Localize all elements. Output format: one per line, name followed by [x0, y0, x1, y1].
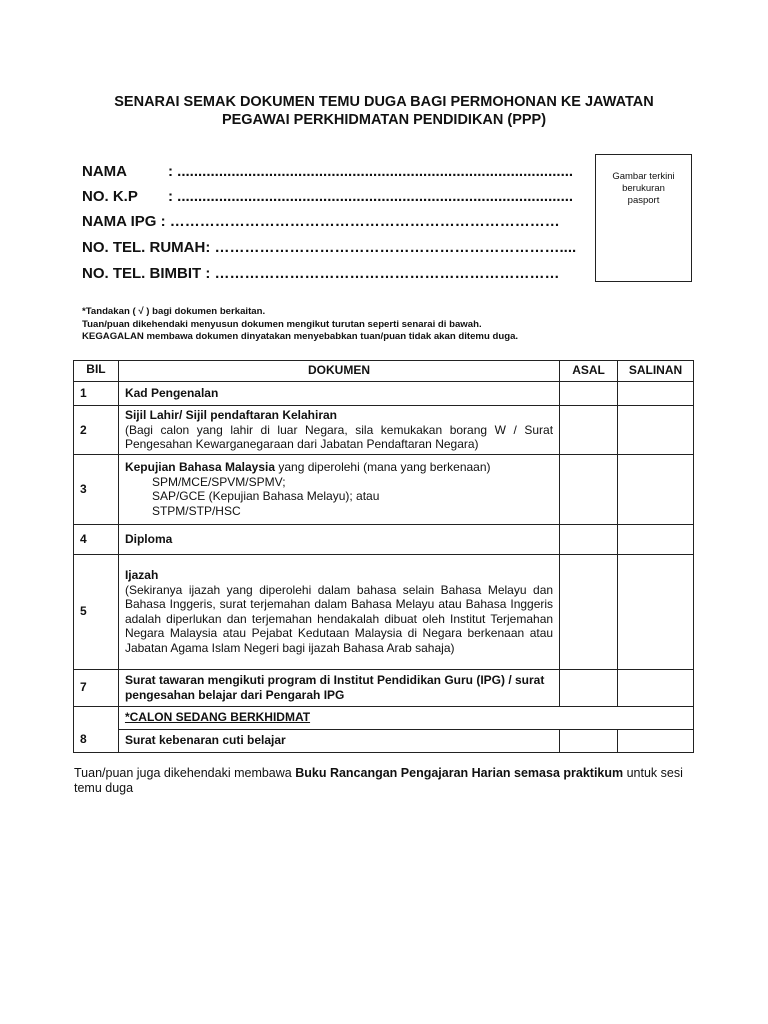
table-row [74, 524, 694, 554]
document-detail: (Bagi calon yang lahir di luar Negara, sila kemukakan borang W / Surat Pengesahan Kewarganegaraan dari Jabatan Pendaftaran Negara) [124, 422, 554, 451]
field-colon: : [168, 188, 173, 205]
photo-box-line-2: berukuran [622, 183, 665, 194]
asal-checkbox[interactable] [560, 382, 618, 406]
qualification-item: SAP/GCE (Kepujian Bahasa Melayu); atau [151, 489, 380, 503]
table-row [74, 454, 694, 524]
document-name: Sijil Lahir/ Sijil pendaftaran Kelahiran [124, 408, 338, 422]
field-colon: : [160, 213, 166, 230]
serving-candidate-heading: *CALON SEDANG BERKHIDMAT [118, 706, 693, 729]
note-tick: *Tandakan ( √ ) bagi dokumen berkaitan. [82, 306, 266, 317]
field-no-tel-rumah[interactable] [82, 239, 576, 257]
asal-checkbox[interactable] [560, 524, 618, 554]
document-name: Ijazah [124, 568, 159, 582]
field-dots: ............................................................................................... [177, 188, 574, 205]
field-colon: : [205, 265, 211, 282]
table-row [74, 669, 694, 706]
document-cell [118, 554, 559, 669]
document-name: Surat kebenaran cuti belajar [118, 729, 559, 752]
instructions [82, 306, 518, 344]
document-name: Kad Pengenalan [118, 382, 559, 406]
field-colon: : [168, 163, 173, 180]
table-row [74, 729, 694, 752]
field-colon: : [205, 239, 211, 256]
field-nama[interactable] [82, 163, 573, 181]
salinan-checkbox[interactable] [618, 454, 694, 524]
row-number: 4 [74, 524, 119, 554]
asal-checkbox[interactable] [560, 406, 618, 455]
salinan-checkbox[interactable] [618, 406, 694, 455]
document-checklist-table [73, 360, 694, 753]
title-line-2: PEGAWAI PERKHIDMATAN PENDIDIKAN (PPP) [221, 112, 547, 128]
field-dots: …………………………………………………………….... [214, 239, 577, 256]
footer-text-before: Tuan/puan juga dikehendaki membawa [74, 766, 296, 780]
document-name: Surat tawaran mengikuti program di Institut Pendidikan Guru (IPG) / surat pengesahan belajar dari Pengarah IPG [118, 669, 559, 706]
table-row-subheading [74, 706, 694, 729]
document-name: Diploma [118, 524, 559, 554]
table-row [74, 554, 694, 669]
document-name-rest: yang diperolehi (mana yang berkenaan) [275, 460, 491, 474]
field-label: NAMA IPG [82, 213, 157, 230]
document-cell [118, 406, 559, 455]
asal-checkbox[interactable] [560, 729, 618, 752]
field-dots: …………………………………………………………… [214, 265, 560, 282]
table-row [74, 382, 694, 406]
field-label: NAMA [82, 163, 127, 180]
field-no-tel-bimbit[interactable] [82, 265, 560, 283]
footer-bold-text: Buku Rancangan Pengajaran Harian semasa praktikum [295, 766, 624, 780]
salinan-checkbox[interactable] [618, 554, 694, 669]
row-number: 2 [74, 406, 119, 455]
field-label: NO. TEL. BIMBIT [82, 265, 202, 282]
row-number: 5 [74, 554, 119, 669]
document-name: Kepujian Bahasa Malaysia [124, 460, 276, 474]
field-dots: …………………………………………………………………… [169, 213, 560, 230]
footer-note [74, 766, 704, 796]
note-order: Tuan/puan dikehendaki menyusun dokumen mengikut turutan seperti senarai di bawah. [82, 318, 482, 330]
salinan-checkbox[interactable] [618, 669, 694, 706]
field-nama-ipg[interactable] [82, 213, 560, 231]
header-asal: ASAL [560, 361, 618, 382]
document-detail: (Sekiranya ijazah yang diperolehi dalam bahasa selain Bahasa Melayu dan Bahasa Inggeris, surat terjemahan dalam Bahasa Melayu atau Bahasa Inggeris adalah diperlukan dan terjemahan hendakalah dibuat oleh Institut Terjemahan Negara Malaysia atau Pejabat Kedutaan Malaysia di Negara berkenaan atau Jabatan Agama Islam Negeri bagi ijazah Bahasa Arab sahaja) [124, 582, 554, 655]
row-number: 7 [74, 669, 119, 706]
table-row [74, 406, 694, 455]
header-bil: BIL [74, 361, 119, 382]
row-number: 8 [74, 706, 119, 752]
qualification-item: STPM/STP/HSC [151, 503, 241, 518]
salinan-checkbox[interactable] [618, 382, 694, 406]
footer-text-after: untuk sesi temu duga [74, 766, 683, 795]
row-number: 3 [74, 454, 119, 524]
photo-box-line-3: pasport [627, 195, 660, 206]
field-dots: ............................................................................................... [177, 163, 574, 180]
document-name-line [125, 460, 553, 475]
asal-checkbox[interactable] [560, 554, 618, 669]
asal-checkbox[interactable] [560, 454, 618, 524]
salinan-checkbox[interactable] [618, 729, 694, 752]
header-dokumen: DOKUMEN [118, 361, 559, 382]
header-salinan: SALINAN [618, 361, 694, 382]
passport-photo-box [595, 154, 692, 282]
qualification-item: SPM/MCE/SPVM/SPMV; [151, 474, 286, 489]
field-no-kp[interactable] [82, 188, 573, 206]
table-header-row [74, 361, 694, 382]
salinan-checkbox[interactable] [618, 524, 694, 554]
document-cell [118, 454, 559, 524]
row-number: 1 [74, 382, 119, 406]
field-label: NO. K.P [82, 188, 138, 205]
field-label: NO. TEL. RUMAH [82, 239, 206, 256]
photo-box-line-1: Gambar terkini [612, 171, 675, 182]
title-line-1: SENARAI SEMAK DOKUMEN TEMU DUGA BAGI PERMOHONAN KE JAWATAN [114, 94, 654, 110]
note-warning: KEGAGALAN membawa dokumen dinyatakan menyebabkan tuan/puan tidak akan ditemu duga. [82, 331, 519, 342]
document-title [60, 93, 708, 129]
asal-checkbox[interactable] [560, 669, 618, 706]
